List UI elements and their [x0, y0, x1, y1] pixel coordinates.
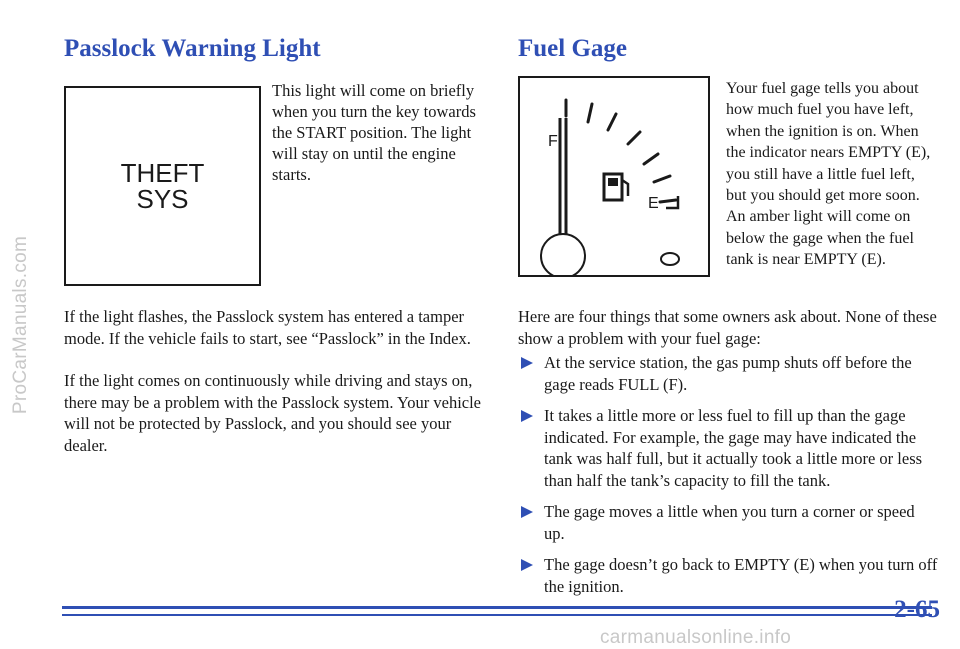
fuel-gage-bullet-list	[518, 352, 938, 607]
footer-rule	[62, 606, 932, 609]
fuel-pump-icon	[604, 174, 628, 200]
low-fuel-light-icon	[661, 253, 679, 265]
footer-rule-thin	[62, 614, 932, 616]
page-number: 2-65	[894, 596, 940, 623]
list-item: The gage doesn’t go back to EMPTY (E) when you turn off the ignition.	[518, 554, 938, 597]
passlock-paragraph-flashes: If the light flashes, the Passlock system has entered a tamper mode. If the vehicle fails to start, see “Passlock” in the Index.	[64, 307, 471, 348]
footer-watermark: carmanualsonline.info	[600, 627, 792, 648]
passlock-side-text: This light will come on briefly when you turn the key towards the START position. The light will stay on until the engine starts.	[272, 81, 476, 184]
side-watermark	[2, 0, 40, 649]
fuel-gage-illustration	[518, 76, 710, 277]
fuel-gage-drawing	[520, 78, 708, 275]
fuel-gage-heading: Fuel Gage	[518, 35, 628, 62]
list-item: It takes a little more or less fuel to fill up than the gage indicated. For example, the gage may have indicated the tank was half full, but it actually took a little more or less than half the tank’s capacity to fill the tank.	[518, 405, 938, 491]
list-item: The gage moves a little when you turn a corner or speed up.	[518, 501, 938, 544]
passlock-heading: Passlock Warning Light	[64, 35, 321, 62]
theft-label: THEFT	[120, 158, 205, 188]
bullet-icon	[520, 409, 534, 423]
passlock-paragraph-continuous: If the light comes on continuously while driving and stays on, there may be a problem with the Passlock system. Your vehicle will not be protected by Passlock, and you should see your dealer.	[64, 371, 482, 455]
bullet-icon	[520, 356, 534, 370]
gage-full-label: F	[548, 133, 558, 150]
list-item: At the service station, the gas pump shuts off before the gage reads FULL (F).	[518, 352, 938, 395]
gage-empty-label: E	[648, 195, 659, 212]
theft-sys-indicator-illustration	[64, 86, 261, 286]
bullet-icon	[520, 505, 534, 519]
theft-sys-label	[66, 160, 259, 212]
side-watermark-text: ProCarManuals.com	[10, 235, 31, 414]
gage-hub	[541, 234, 585, 275]
bullet-icon	[520, 558, 534, 572]
fuel-gage-intro: Here are four things that some owners ask about. None of these show a problem with your fuel gage:	[518, 307, 937, 348]
fuel-gage-side-text: Your fuel gage tells you about how much fuel you have left, when the ignition is on. When the indicator nears EMPTY (E), you still have a little fuel left, but you should get more soon. An amber light will come on below the gage when the fuel tank is near EMPTY (E).	[726, 80, 931, 269]
sys-label: SYS	[136, 184, 189, 214]
